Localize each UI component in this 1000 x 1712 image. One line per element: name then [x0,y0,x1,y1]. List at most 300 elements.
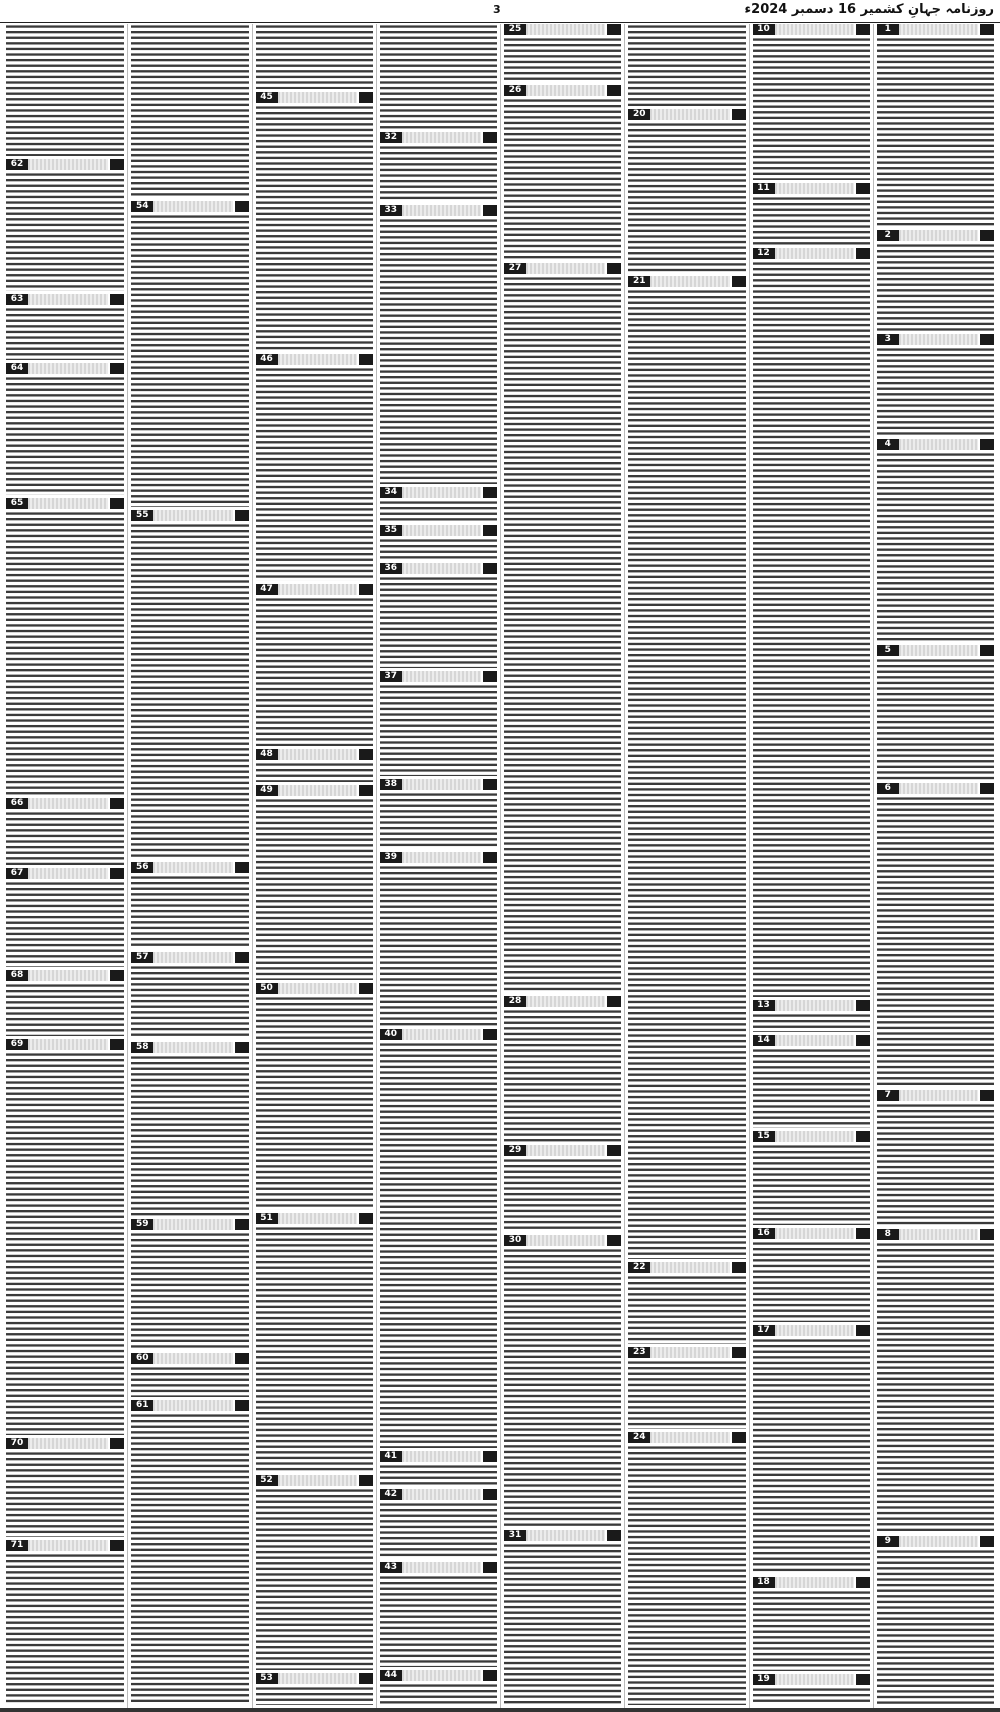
news-item-body [131,1232,248,1350]
news-item-number: 64 [6,363,28,374]
news-item-header [877,1090,994,1101]
news-item [504,1235,621,1527]
header-bar [278,1213,357,1224]
dateline-badge-icon [483,205,497,216]
news-item [380,779,497,849]
news-item [6,1540,124,1705]
news-item [6,498,124,795]
news-item-body [380,684,497,776]
news-item [256,1673,373,1705]
header-bar [650,276,729,287]
header-bar [278,749,357,760]
news-item-header [753,1000,870,1011]
news-item-number: 12 [753,248,775,259]
news-item-body [6,1451,124,1537]
news-item [6,294,124,360]
news-item [877,334,994,435]
news-item [380,525,497,560]
news-item-body [753,1338,870,1575]
news-item-body [6,881,124,967]
news-item-number: 50 [256,983,278,994]
news-item-header [628,276,745,287]
news-item-number: 7 [877,1090,899,1101]
dateline-badge-icon [110,1540,124,1551]
news-item-header [380,525,497,536]
news-item-header [504,1145,621,1156]
news-item-header [131,1353,248,1364]
news-item-number: 65 [6,498,28,509]
dateline-badge-icon [235,952,249,963]
header-bar [899,230,978,241]
news-item-body [256,762,373,781]
news-item-header [504,1530,621,1541]
news-item-number: 51 [256,1213,278,1224]
news-item-number: 44 [380,1670,402,1681]
header-bar [153,1353,232,1364]
news-item [504,996,621,1142]
dateline-badge-icon [110,159,124,170]
news-item-body [753,1687,870,1705]
news-item [877,24,994,227]
news-item-body [131,523,248,859]
news-item-body [380,576,497,668]
news-item-header [380,1562,497,1573]
news-item [877,1536,994,1705]
news-item-header [256,1213,373,1224]
news-item [504,85,621,260]
news-item-number: 9 [877,1536,899,1547]
news-item-header [6,970,124,981]
news-item-header [6,868,124,879]
news-item-number: 54 [131,201,153,212]
header-bar [28,159,108,170]
news-item-header [131,1219,248,1230]
news-item [753,1131,870,1225]
news-item-number: 25 [504,24,526,35]
header-bar [650,1432,729,1443]
news-item-number: 34 [380,487,402,498]
news-item-header [380,671,497,682]
news-item [131,952,248,1039]
masthead [0,0,1000,23]
dateline-badge-icon [856,183,870,194]
news-item-number: 11 [753,183,775,194]
news-item-header [753,1131,870,1142]
news-item-body [380,24,497,129]
news-item [6,363,124,495]
news-item [753,1325,870,1575]
dateline-badge-icon [980,24,994,35]
header-bar [775,1674,854,1685]
news-item-body [877,1549,994,1705]
dateline-badge-icon [607,24,621,35]
news-item-header [6,363,124,374]
news-item-number: 32 [380,132,402,143]
news-item-number: 27 [504,263,526,274]
news-item-continued [628,24,745,106]
header-bar [402,1670,481,1681]
news-item [380,563,497,668]
news-item-body [504,1543,621,1705]
news-item-header [256,749,373,760]
header-bar [153,510,232,521]
dateline-badge-icon [483,1670,497,1681]
dateline-badge-icon [110,498,124,509]
news-item-number: 67 [6,868,28,879]
dateline-badge-icon [483,671,497,682]
dateline-badge-icon [359,354,373,365]
header-bar [526,1235,605,1246]
news-item [131,1219,248,1350]
dateline-badge-icon [235,510,249,521]
news-item [628,276,745,1259]
news-item-body [6,307,124,360]
dateline-badge-icon [359,584,373,595]
dateline-badge-icon [359,785,373,796]
dateline-badge-icon [856,1035,870,1046]
dateline-badge-icon [732,276,746,287]
dateline-badge-icon [235,1353,249,1364]
news-item-body [131,965,248,1039]
dateline-badge-icon [856,1674,870,1685]
news-item [753,1000,870,1031]
news-item-number: 36 [380,563,402,574]
news-item-number: 57 [131,952,153,963]
news-item-body [753,196,870,245]
news-item-header [753,1674,870,1685]
news-item-body [753,1590,870,1671]
header-bar [28,1438,108,1449]
dateline-badge-icon [235,1219,249,1230]
header-bar [278,785,357,796]
news-item [753,248,870,997]
news-item [380,1489,497,1559]
header-bar [526,996,605,1007]
dateline-badge-icon [110,363,124,374]
news-item-body [628,1445,745,1705]
news-item-number: 53 [256,1673,278,1684]
dateline-badge-icon [235,862,249,873]
dateline-badge-icon [483,852,497,863]
news-item-number: 49 [256,785,278,796]
news-item-continued [6,24,124,156]
news-item-number: 41 [380,1451,402,1462]
news-item [256,785,373,980]
news-item [256,1213,373,1472]
news-item-number: 31 [504,1530,526,1541]
news-item-header [504,996,621,1007]
news-item-header [504,24,621,35]
news-item-header [6,294,124,305]
header-bar [775,1228,854,1239]
dateline-badge-icon [980,1229,994,1240]
news-item-number: 28 [504,996,526,1007]
header-bar [153,1219,232,1230]
news-item-header [380,779,497,790]
news-item-number: 62 [6,159,28,170]
news-item [256,1475,373,1670]
dateline-badge-icon [980,645,994,656]
dateline-badge-icon [359,749,373,760]
dateline-badge-icon [483,1451,497,1462]
news-item-continued [380,24,497,129]
news-item-number: 56 [131,862,153,873]
news-item-body [877,1103,994,1225]
header-bar [402,852,481,863]
dateline-badge-icon [235,1400,249,1411]
news-item [380,1670,497,1705]
news-item [504,263,621,992]
header-bar [526,1530,605,1541]
news-column [500,24,624,1708]
news-item-body [753,1144,870,1225]
news-item-body [256,1488,373,1670]
news-item-body [753,37,870,180]
news-item [131,1353,248,1397]
header-bar [153,201,232,212]
news-item-body [380,1575,497,1667]
news-item-header [131,510,248,521]
news-item [877,1229,994,1533]
news-item-body [6,811,124,864]
header-bar [28,1540,108,1551]
header-bar [899,334,978,345]
news-item [628,109,745,273]
news-item-header [6,1438,124,1449]
header-bar [28,1039,108,1050]
header-bar [650,1347,729,1358]
news-item-number: 43 [380,1562,402,1573]
dateline-badge-icon [980,439,994,450]
news-item-header [877,1229,994,1240]
header-bar [650,109,729,120]
header-bar [402,671,481,682]
news-item-body [877,37,994,227]
header-bar [899,1090,978,1101]
news-item-body [628,1275,745,1344]
news-item [6,868,124,967]
news-item-number: 18 [753,1577,775,1588]
header-bar [402,205,481,216]
news-item-header [877,439,994,450]
news-item-body [6,511,124,795]
header-bar [526,85,605,96]
news-item [877,1090,994,1225]
news-item-header [6,1540,124,1551]
news-item-number: 39 [380,852,402,863]
news-item-number: 6 [877,783,899,794]
dateline-badge-icon [110,798,124,809]
news-item-body [256,1226,373,1472]
news-item-body [877,452,994,642]
news-item [380,671,497,776]
news-item-header [380,487,497,498]
dateline-badge-icon [483,779,497,790]
header-bar [278,354,357,365]
news-item-number: 3 [877,334,899,345]
news-item-number: 19 [753,1674,775,1685]
dateline-badge-icon [732,109,746,120]
news-item-number: 30 [504,1235,526,1246]
header-bar [899,1229,978,1240]
header-bar [278,1475,357,1486]
news-item [131,862,248,949]
news-item-header [380,132,497,143]
news-item [6,1438,124,1537]
header-bar [402,779,481,790]
news-item-body [131,214,248,506]
dateline-badge-icon [483,563,497,574]
news-item-header [753,183,870,194]
news-item-number: 40 [380,1029,402,1040]
header-bar [28,868,108,879]
news-item-continued [131,24,248,198]
news-item-number: 24 [628,1432,650,1443]
news-item-body [504,276,621,992]
header-bar [402,1562,481,1573]
news-item-header [753,1325,870,1336]
news-item-body [380,865,497,1027]
page-footer-rule [0,1708,1000,1712]
dateline-badge-icon [110,294,124,305]
news-item-body [504,1009,621,1142]
header-bar [402,132,481,143]
news-item-number: 46 [256,354,278,365]
news-column [873,24,997,1708]
news-item-body [628,24,745,106]
news-item [380,132,497,202]
header-bar [526,24,605,35]
dateline-badge-icon [856,1228,870,1239]
news-item-body [380,1464,497,1486]
news-item-header [380,1451,497,1462]
news-item [504,1145,621,1233]
news-item-body [256,24,373,89]
news-item-body [131,1055,248,1216]
header-bar [402,487,481,498]
news-column [749,24,873,1708]
header-bar [28,363,108,374]
news-item [380,1562,497,1667]
news-item [131,1400,248,1705]
header-bar [402,563,481,574]
news-item-number: 33 [380,205,402,216]
header-bar [402,1451,481,1462]
news-item-header [380,563,497,574]
news-item-header [131,201,248,212]
news-item-header [504,85,621,96]
header-bar [402,525,481,536]
news-item-body [380,792,497,849]
dateline-badge-icon [483,525,497,536]
news-item [131,201,248,506]
news-item-body [504,98,621,260]
dateline-badge-icon [483,1489,497,1500]
news-item-body [753,1013,870,1031]
news-item-header [504,1235,621,1246]
dateline-badge-icon [856,1000,870,1011]
dateline-badge-icon [607,1145,621,1156]
news-item-header [753,248,870,259]
news-item-body [628,122,745,273]
header-bar [153,862,232,873]
news-item-header [628,1347,745,1358]
header-bar [278,1673,357,1684]
news-item-body [877,1242,994,1533]
news-item-body [6,1052,124,1435]
news-item-number: 55 [131,510,153,521]
dateline-badge-icon [483,487,497,498]
news-item-body [504,1158,621,1233]
dateline-badge-icon [856,1131,870,1142]
news-item-header [131,1042,248,1053]
news-item-body [6,1553,124,1705]
news-item-header [753,1228,870,1239]
dateline-badge-icon [359,92,373,103]
news-item-header [380,1029,497,1040]
header-bar [775,1035,854,1046]
dateline-badge-icon [483,1029,497,1040]
news-item [131,510,248,859]
dateline-badge-icon [980,783,994,794]
news-item [380,205,497,484]
news-item-body [131,1366,248,1397]
dateline-badge-icon [110,1438,124,1449]
dateline-badge-icon [732,1262,746,1273]
news-item [753,183,870,245]
news-item-body [256,1686,373,1705]
news-item [753,1577,870,1671]
news-item-header [256,584,373,595]
dateline-badge-icon [607,996,621,1007]
header-bar [402,1489,481,1500]
dateline-badge-icon [856,1577,870,1588]
news-item-body [380,1502,497,1559]
header-bar [278,92,357,103]
news-item-number: 60 [131,1353,153,1364]
news-item-body [877,796,994,1087]
news-item-header [877,24,994,35]
dateline-badge-icon [483,132,497,143]
news-item-header [380,1670,497,1681]
header-bar [899,783,978,794]
dateline-badge-icon [110,868,124,879]
news-item-number: 45 [256,92,278,103]
news-item [380,1029,497,1448]
news-item-body [6,24,124,156]
news-item-number: 23 [628,1347,650,1358]
news-item [256,749,373,781]
news-item-body [6,983,124,1036]
news-item [753,24,870,180]
header-bar [526,263,605,274]
news-item-number: 42 [380,1489,402,1500]
news-item-number: 5 [877,645,899,656]
news-item [6,1039,124,1435]
news-item-number: 69 [6,1039,28,1050]
news-item-number: 4 [877,439,899,450]
news-item-number: 66 [6,798,28,809]
header-bar [28,970,108,981]
news-item-body [380,500,497,522]
news-item-number: 22 [628,1262,650,1273]
header-bar [775,1000,854,1011]
news-item-header [628,1432,745,1443]
news-item-header [877,1536,994,1547]
header-bar [775,248,854,259]
header-bar [28,498,108,509]
news-item [6,159,124,291]
